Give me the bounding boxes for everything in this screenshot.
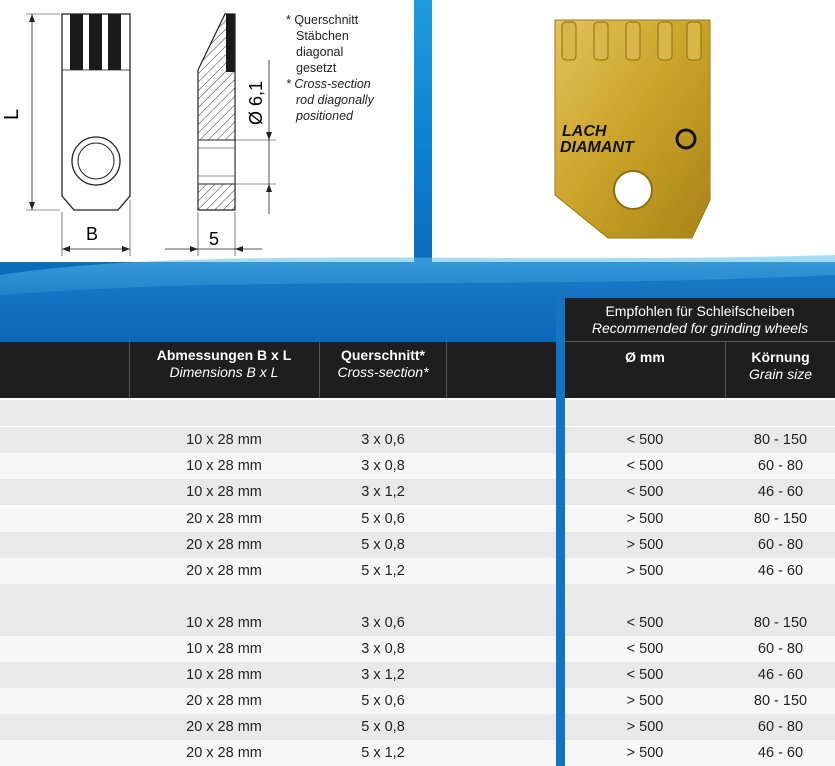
cell-dimensions: 20 x 28 mm: [186, 537, 262, 553]
column-header-dimensions-en: Dimensions B x L: [169, 364, 279, 380]
cell-grain: 46 - 60: [757, 667, 804, 683]
column-header-cross-section-en: Cross-section*: [337, 364, 429, 380]
cell-diameter: > 500: [626, 719, 664, 735]
header-divider: [725, 342, 726, 398]
table-row: [0, 558, 835, 584]
cell-diameter: < 500: [626, 615, 664, 631]
note-en-line-1: * Cross-section: [286, 77, 371, 91]
column-header-grain: [726, 344, 835, 400]
cell-cross-section: 3 x 0,6: [361, 432, 405, 448]
column-header-cross-section: [320, 342, 446, 398]
cell-cross-section: 3 x 1,2: [361, 667, 405, 683]
cell-diameter: > 500: [626, 563, 664, 579]
note-en-line-2: rod diagonally: [296, 93, 374, 107]
cell-cross-section: 3 x 0,8: [361, 641, 405, 657]
column-header-grain-de: Körnung: [751, 349, 810, 365]
group-spacer-row: [0, 584, 835, 610]
cell-grain: 60 - 80: [757, 537, 804, 553]
thickness-label: 5: [209, 229, 220, 249]
technical-drawing-panel: [0, 0, 414, 262]
brand-line-1: LACH: [562, 123, 607, 140]
table-row: [0, 453, 835, 479]
width-label: B: [86, 224, 99, 244]
header-divider: [446, 342, 447, 398]
table-row: [0, 532, 835, 558]
column-header-dimensions-de: Abmessungen B x L: [156, 347, 292, 363]
cell-diameter: < 500: [626, 641, 664, 657]
cell-dimensions: 20 x 28 mm: [186, 693, 262, 709]
table-row: [0, 479, 835, 505]
table-row: [0, 688, 835, 714]
cell-diameter: < 500: [626, 484, 664, 500]
cell-cross-section: 5 x 0,6: [361, 693, 405, 709]
cross-section-note: [286, 12, 414, 124]
cell-grain: 80 - 150: [753, 432, 808, 448]
cell-grain: 60 - 80: [757, 641, 804, 657]
cell-dimensions: 10 x 28 mm: [186, 484, 262, 500]
cell-dimensions: 20 x 28 mm: [186, 511, 262, 527]
brand-line-2: DIAMANT: [560, 139, 634, 156]
column-header-grain-en: Grain size: [748, 366, 813, 382]
cell-diameter: > 500: [626, 511, 664, 527]
table-row: [0, 427, 835, 453]
recommended-header-en: Recommended for grinding wheels: [591, 320, 809, 336]
cell-cross-section: 5 x 0,8: [361, 719, 405, 735]
cell-cross-section: 3 x 0,6: [361, 615, 405, 631]
diameter-label: Ø 6,1: [246, 80, 266, 125]
cell-grain: 46 - 60: [757, 563, 804, 579]
table-header-left: [0, 342, 556, 398]
cell-grain: 80 - 150: [753, 693, 808, 709]
cell-grain: 46 - 60: [757, 484, 804, 500]
header-divider: [319, 342, 320, 398]
cell-dimensions: 10 x 28 mm: [186, 458, 262, 474]
table-row: [0, 636, 835, 662]
cell-grain: 46 - 60: [757, 745, 804, 761]
column-header-dimensions: [130, 342, 318, 398]
cell-cross-section: 5 x 1,2: [361, 745, 405, 761]
column-header-diameter-de: Ø mm: [625, 349, 665, 365]
cell-dimensions: 20 x 28 mm: [186, 719, 262, 735]
cell-cross-section: 3 x 1,2: [361, 484, 405, 500]
table-header-right: [565, 298, 835, 398]
table-row: [0, 506, 835, 532]
header-divider: [129, 342, 130, 398]
cell-grain: 80 - 150: [753, 511, 808, 527]
cell-dimensions: 10 x 28 mm: [186, 641, 262, 657]
table-row: [0, 740, 835, 766]
column-header-diameter: [565, 344, 725, 400]
group-spacer-row: [0, 400, 835, 426]
cell-dimensions: 10 x 28 mm: [186, 432, 262, 448]
diamond-dresser-photo: [432, 0, 835, 262]
cell-cross-section: 5 x 1,2: [361, 563, 405, 579]
header-divider: [565, 341, 835, 342]
recommended-header-de: Empfohlen für Schleifscheiben: [605, 303, 795, 319]
cell-grain: 80 - 150: [753, 615, 808, 631]
note-en-line-3: positioned: [296, 109, 353, 123]
recommended-header: [565, 298, 835, 342]
note-de-line-3: diagonal: [296, 45, 344, 59]
product-photo-panel: [432, 0, 835, 262]
cell-cross-section: 5 x 0,6: [361, 511, 405, 527]
cell-diameter: > 500: [626, 745, 664, 761]
cell-diameter: < 500: [626, 458, 664, 474]
note-de-line-1: * Querschnitt: [286, 13, 359, 27]
cell-cross-section: 3 x 0,8: [361, 458, 405, 474]
cell-diameter: < 500: [626, 667, 664, 683]
cell-grain: 60 - 80: [757, 458, 804, 474]
length-label: L: [1, 108, 23, 120]
cell-grain: 60 - 80: [757, 719, 804, 735]
cell-dimensions: 10 x 28 mm: [186, 615, 262, 631]
table-row: [0, 714, 835, 740]
cell-dimensions: 10 x 28 mm: [186, 667, 262, 683]
cell-diameter: < 500: [626, 432, 664, 448]
table-row: [0, 610, 835, 636]
note-de-line-2: Stäbchen: [296, 29, 349, 43]
cell-diameter: > 500: [626, 693, 664, 709]
cell-dimensions: 20 x 28 mm: [186, 563, 262, 579]
note-de-line-4: gesetzt: [296, 61, 337, 75]
cell-dimensions: 20 x 28 mm: [186, 745, 262, 761]
column-header-cross-section-de: Querschnitt*: [340, 347, 425, 363]
cell-cross-section: 5 x 0,8: [361, 537, 405, 553]
cell-diameter: > 500: [626, 537, 664, 553]
table-section-divider: [556, 296, 565, 766]
table-row: [0, 662, 835, 688]
